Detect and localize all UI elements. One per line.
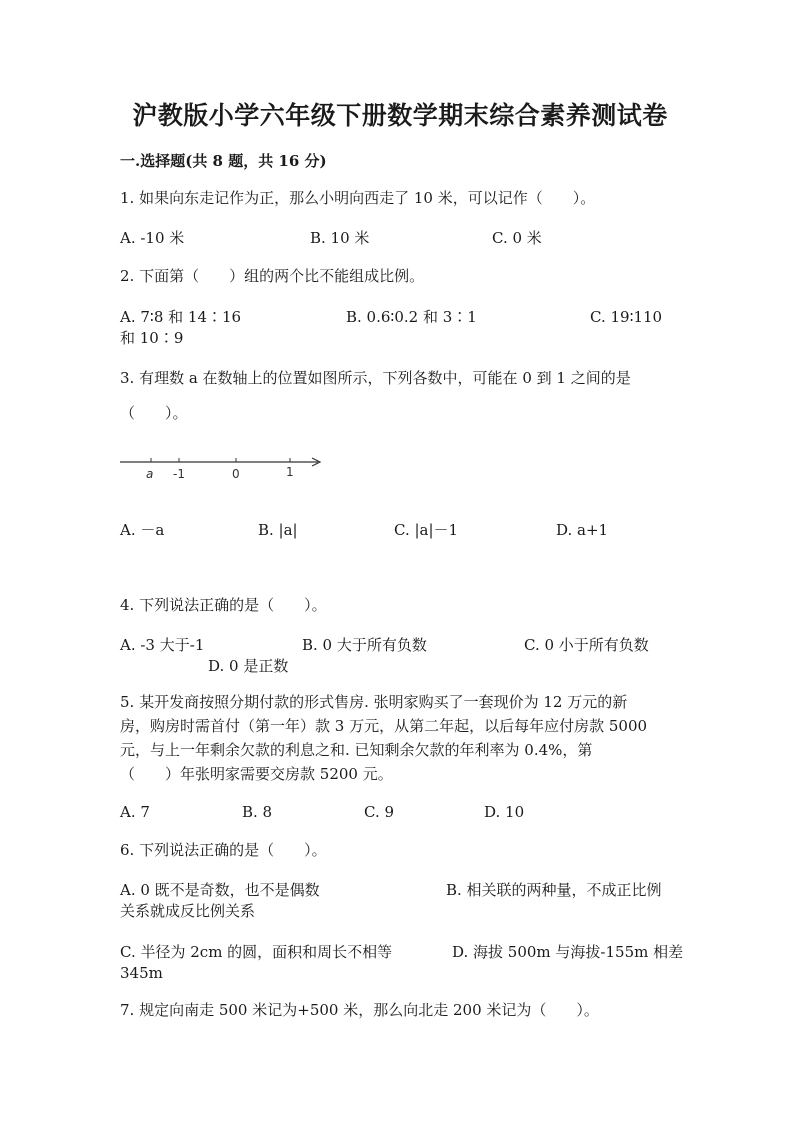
question-3-option-d: D. a+1 bbox=[556, 521, 609, 539]
question-3-option-a: A. －a bbox=[120, 521, 165, 539]
question-1-option-a: A. -10 米 bbox=[120, 229, 185, 247]
question-5-option-b: B. 8 bbox=[242, 803, 273, 821]
question-5-option-c: C. 9 bbox=[364, 803, 395, 821]
question-3-option-c: C. |a|－1 bbox=[394, 521, 459, 539]
question-6-stem: 6. 下列说法正确的是（ ）。 bbox=[120, 841, 327, 859]
question-5-option-a: A. 7 bbox=[120, 803, 150, 821]
question-2-option-a: A. 7∶8 和 14∶16 bbox=[120, 308, 242, 326]
question-6-option-b-continued: 关系就成反比例关系 bbox=[120, 902, 256, 920]
question-5-stem-line-4: （ ）年张明家需要交房款 5200 元。 bbox=[120, 765, 393, 783]
question-4-stem: 4. 下列说法正确的是（ ）。 bbox=[120, 596, 327, 614]
question-5-option-d: D. 10 bbox=[484, 803, 525, 821]
question-6-option-b: B. 相关联的两种量，不成正比例 bbox=[446, 881, 662, 899]
number-line-label-a: a bbox=[146, 467, 154, 481]
question-1-stem: 1. 如果向东走记作为正，那么小明向西走了 10 米，可以记作（ ）。 bbox=[120, 189, 596, 207]
question-5-stem-line-2: 房，购房时需首付（第一年）款 3 万元，从第二年起，以后每年应付房款 5000 bbox=[120, 717, 648, 735]
number-line-figure bbox=[118, 450, 328, 484]
number-line-label-minus-1: -1 bbox=[173, 467, 185, 481]
question-7-stem: 7. 规定向南走 500 米记为+500 米，那么向北走 200 米记为（ ）。 bbox=[120, 1001, 599, 1019]
question-3-stem-continued: （ ）。 bbox=[120, 404, 188, 422]
page-title: 沪教版小学六年级下册数学期末综合素养测试卷 bbox=[132, 101, 668, 130]
question-6-option-a: A. 0 既不是奇数，也不是偶数 bbox=[120, 881, 320, 899]
question-2-option-c-continued: 和 10∶9 bbox=[120, 329, 184, 347]
question-5-stem-line-3: 元，与上一年剩余欠款的利息之和. 已知剩余欠款的年利率为 0.4%，第 bbox=[120, 741, 593, 759]
question-4-option-a: A. -3 大于-1 bbox=[120, 636, 205, 654]
question-6-option-c: C. 半径为 2cm 的圆，面积和周长不相等 bbox=[120, 943, 393, 961]
question-6-option-d: D. 海拔 500m 与海拔-155m 相差 bbox=[452, 943, 684, 961]
question-4-option-b: B. 0 大于所有负数 bbox=[302, 636, 427, 654]
question-2-option-c: C. 19∶110 bbox=[590, 308, 663, 326]
question-2-option-b: B. 0.6∶0.2 和 3∶1 bbox=[346, 308, 477, 326]
number-line-label-1: 1 bbox=[286, 465, 294, 479]
question-4-option-c: C. 0 小于所有负数 bbox=[524, 636, 649, 654]
question-1-option-b: B. 10 米 bbox=[310, 229, 370, 247]
question-3-option-b: B. |a| bbox=[258, 521, 298, 539]
question-4-option-d: D. 0 是正数 bbox=[208, 657, 289, 675]
question-2-stem: 2. 下面第（ ）组的两个比不能组成比例。 bbox=[120, 267, 425, 285]
number-line-label-0: 0 bbox=[232, 467, 240, 481]
question-5-stem-line-1: 5. 某开发商按照分期付款的形式售房. 张明家购买了一套现价为 12 万元的新 bbox=[120, 693, 628, 711]
question-1-option-c: C. 0 米 bbox=[492, 229, 542, 247]
question-6-option-d-continued: 345m bbox=[120, 964, 163, 982]
section-heading: 一.选择题(共 8 题，共 16 分) bbox=[120, 152, 327, 170]
question-3-stem: 3. 有理数 a 在数轴上的位置如图所示，下列各数中，可能在 0 到 1 之间的是 bbox=[120, 369, 631, 387]
